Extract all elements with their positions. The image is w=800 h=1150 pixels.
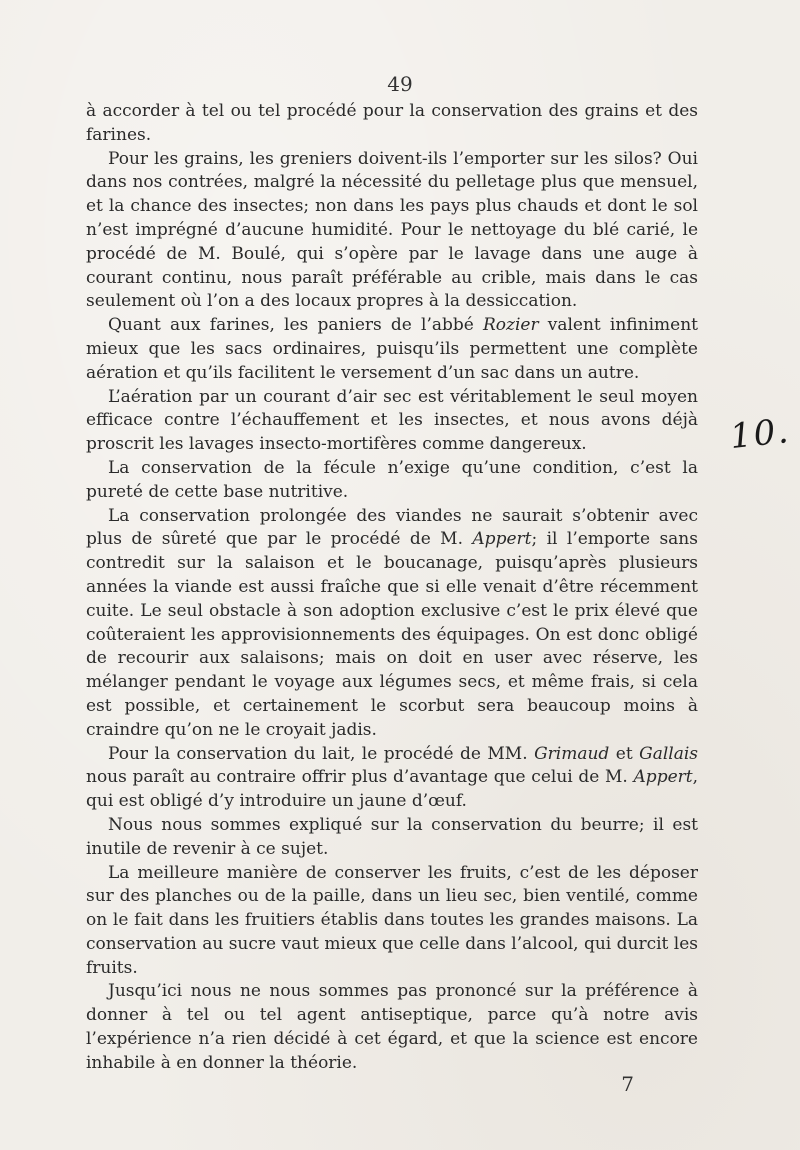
handwritten-margin-note: 10. — [728, 410, 793, 458]
text-run: et — [609, 743, 640, 764]
paragraph-4 — [86, 386, 698, 457]
text-run: ; il l’emporte sans contredit sur la salaison et le boucanage, puisqu’après plusieurs années la viande est aussi fraîche que si elle venait d’être récemment cuite. Le seul obstacle à son adoption exclusive c’est le prix élevé que coûteraient les approvisionnements des équipages. On est donc obligé de recourir aux salaisons; mais on doit en user avec réserve, les mélanger pendant le voyage aux légumes secs, et même frais, si cela est possible, et certainement le scorbut sera beaucoup moins à craindre qu’on ne le croyait jadis. — [86, 529, 698, 740]
paragraph-1 — [86, 100, 698, 148]
text-run: La meilleure manière de conserver les fruits, c’est de les déposer sur des planches ou de la paille, dans un lieu sec, bien ventilé, comme on le fait dans les fruitiers établis dans toutes les grandes maisons. La conservation au sucre vaut mieux que celle dans l’alcool, qui durcit les fruits. — [86, 862, 698, 978]
text-run: La conservation de la fécule n’exige qu’une condition, c’est la pureté de cette base nutritive. — [86, 457, 698, 502]
paragraph-7 — [86, 743, 698, 814]
text-run: valent infiniment mieux que les sacs ordinaires, puisqu’ils permettent une complète aération et qu’ils facilitent le versement d’un sac dans un autre. — [86, 315, 698, 383]
text-run: , qui est obligé d’y introduire un jaune d’œuf. — [86, 767, 698, 812]
page-number: 49 — [387, 72, 413, 96]
paragraph-6 — [86, 505, 698, 743]
paragraph-10 — [86, 980, 698, 1075]
paragraph-9 — [86, 862, 698, 981]
italic-name: Appert — [472, 529, 532, 550]
text-run: nous paraît au contraire offrir plus d’avantage que celui de M. — [86, 767, 634, 788]
italic-name: Appert — [633, 767, 693, 788]
paragraph-8 — [86, 814, 698, 862]
paragraph-3 — [86, 314, 698, 385]
text-run: La conservation prolongée des viandes ne saurait s’obtenir avec plus de sûreté que par le procédé de M. — [86, 505, 698, 550]
paragraph-5 — [86, 457, 698, 505]
text-run: Jusqu’ici nous ne nous sommes pas prononcé sur la préférence à donner à tel ou tel agent antiseptique, parce qu’à notre avis l’expérience n’a rien décidé à cet égard, et que la science est encore inhabile à en donner la théorie. — [86, 981, 698, 1073]
italic-name: Gallais — [639, 743, 698, 764]
signature-mark: 7 — [621, 1072, 634, 1096]
italic-name: Grimaud — [534, 743, 610, 764]
text-run: Quant aux farines, les paniers de l’abbé — [108, 315, 483, 336]
text-run: Pour la conservation du lait, le procédé de MM. — [108, 743, 535, 764]
paragraph-2 — [86, 148, 698, 315]
text-run: L’aération par un courant d’air sec est véritablement le seul moyen efficace contre l’échauffement et les insectes, et nous avons déjà proscrit les lavages insecto-mortifères comme dangereux. — [86, 386, 698, 455]
body-text — [86, 100, 698, 1076]
text-run: à accorder à tel ou tel procédé pour la conservation des grains et des farines. — [86, 101, 698, 145]
text-run: Nous nous sommes expliqué sur la conservation du beurre; il est inutile de revenir à ce sujet. — [86, 814, 698, 859]
text-run: Pour les grains, les greniers doivent-ils l’emporter sur les silos? Oui dans nos contrées, malgré la nécessité du pelletage plus que mensuel, et la chance des insectes; non dans les pays plus chauds et dont le sol n’est imprégné d’aucune humidité. Pour le nettoyage du blé carié, le procédé de M. Boulé, qui s’opère par le lavage dans une auge à courant continu, nous paraît préférable au crible, mais dans le cas seulement où l’on a des locaux propres à la dessiccation. — [86, 148, 698, 312]
italic-name: Rozier — [482, 315, 539, 336]
